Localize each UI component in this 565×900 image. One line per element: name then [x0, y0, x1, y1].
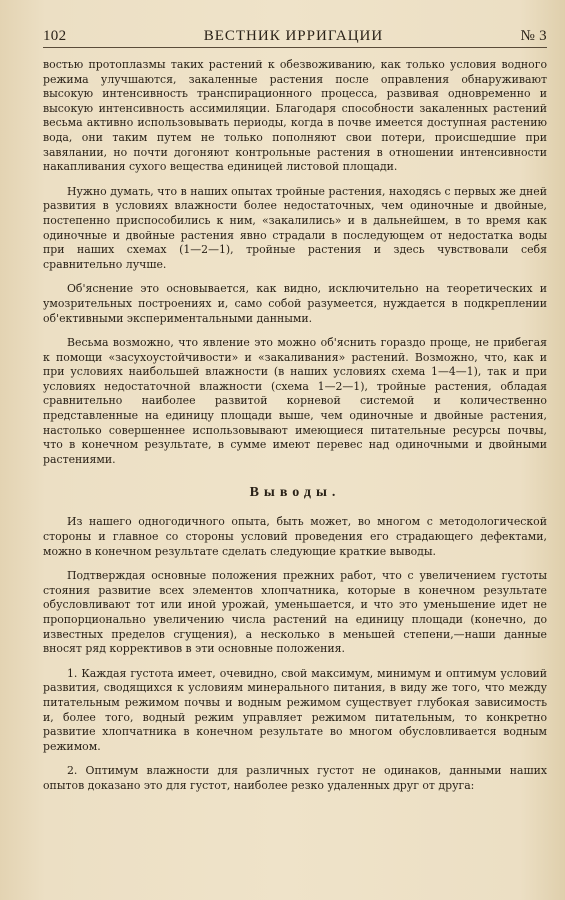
paragraph: востью протоплазмы таких растений к обезвоживанию, как только условия водного режима улучшаются, закаленные растения после оправления обнаруживают высокую интенсивность транспирационного процесса, развивая одновременно и высокую интенсивность ассимиляции. Благодаря способности закаленных растений весьма активно использовывать периоды, когда в почве имеется доступная растению вода, они таким путем не только пополняют свои потери, происшедшие при завялании, но почти догоняют контрольные растения в отношении интенсивности накапливания сухого вещества единицей листовой площади.	[43, 58, 547, 174]
page-header	[43, 28, 547, 48]
page-number: 102	[43, 28, 67, 44]
paragraph: Подтверждая основные положения прежних работ, что с увеличением густоты стояния развитие всех элементов хлопчатника, которые в конечном результате обусловливают тот или иной урожай, уменьшается, и что это уменьшение идет не пропорционально увеличению числа растений на единицу площади (конечно, до известных пределов сгущения), а несколько в меньшей степени,—наши данные вносят ряд коррективов в эти основные положения.	[43, 569, 547, 656]
paragraph: 2. Оптимум влажности для различных густот не одинаков, данными наших опытов доказано это для густот, наиболее резко удаленных друг от друга:	[43, 764, 547, 792]
issue-number: № 3	[520, 28, 547, 44]
section-heading-conclusions: Выводы.	[249, 485, 341, 501]
article-body	[43, 58, 547, 794]
paragraph: Об'яснение это основывается, как видно, исключительно на теоретических и умозрительных построениях и, само собой разумеется, нуждается в подкреплении об'ективными экспериментальными данными.	[43, 282, 547, 325]
paragraph: Нужно думать, что в наших опытах тройные растения, находясь с первых же дней развития в условиях влажности более недостаточных, чем одиночные и двойные, постепенно приспособились к ним, «закалились» и в дальнейшем, в то время как одиночные и двойные растения явно страдали в последующем от недостатка воды при наших схемах (1—2—1), тройные растения и здесь чувствовали себя сравнительно лучше.	[43, 184, 547, 271]
paragraph: 1. Каждая густота имеет, очевидно, свой максимум, минимум и оптимум условий развития, сводящихся к условиям минерального питания, в виду же того, что между питательным режимом почвы и водным режимом существует глубокая зависимость и, более того, водный режим управляет режимом питательным, то конкретно развитие хлопчатника в конечном результате во многом обусловливается водным режимом.	[43, 666, 547, 753]
paragraph: Весьма возможно, что явление это можно об'яснить гораздо проще, не прибегая к помощи «засухоустойчивости» и «закаливания» растений. Возможно, что, как и при условиях наибольшей влажности (в наших условиях схема 1—4—1), так и при условиях недостаточной влажности (схема 1—2—1), тройные растения, обладая сравнительно наиболее развитой корневой системой и количественно представленные на единицу площади выше, чем одиночные и двойные растения, настолько совершеннее использовывают имеющиеся питательные ресурсы почвы, что в конечном результате, в сумме имеют перевес над одиночными и двойными растениями.	[43, 336, 547, 466]
paragraph: Из нашего одногодичного опыта, быть может, во многом с методологической стороны и главное со стороны условий проведения его страдающего дефектами, можно в конечном результате сделать следующие краткие выводы.	[43, 515, 547, 558]
journal-title: ВЕСТНИК ИРРИГАЦИИ	[203, 28, 384, 44]
